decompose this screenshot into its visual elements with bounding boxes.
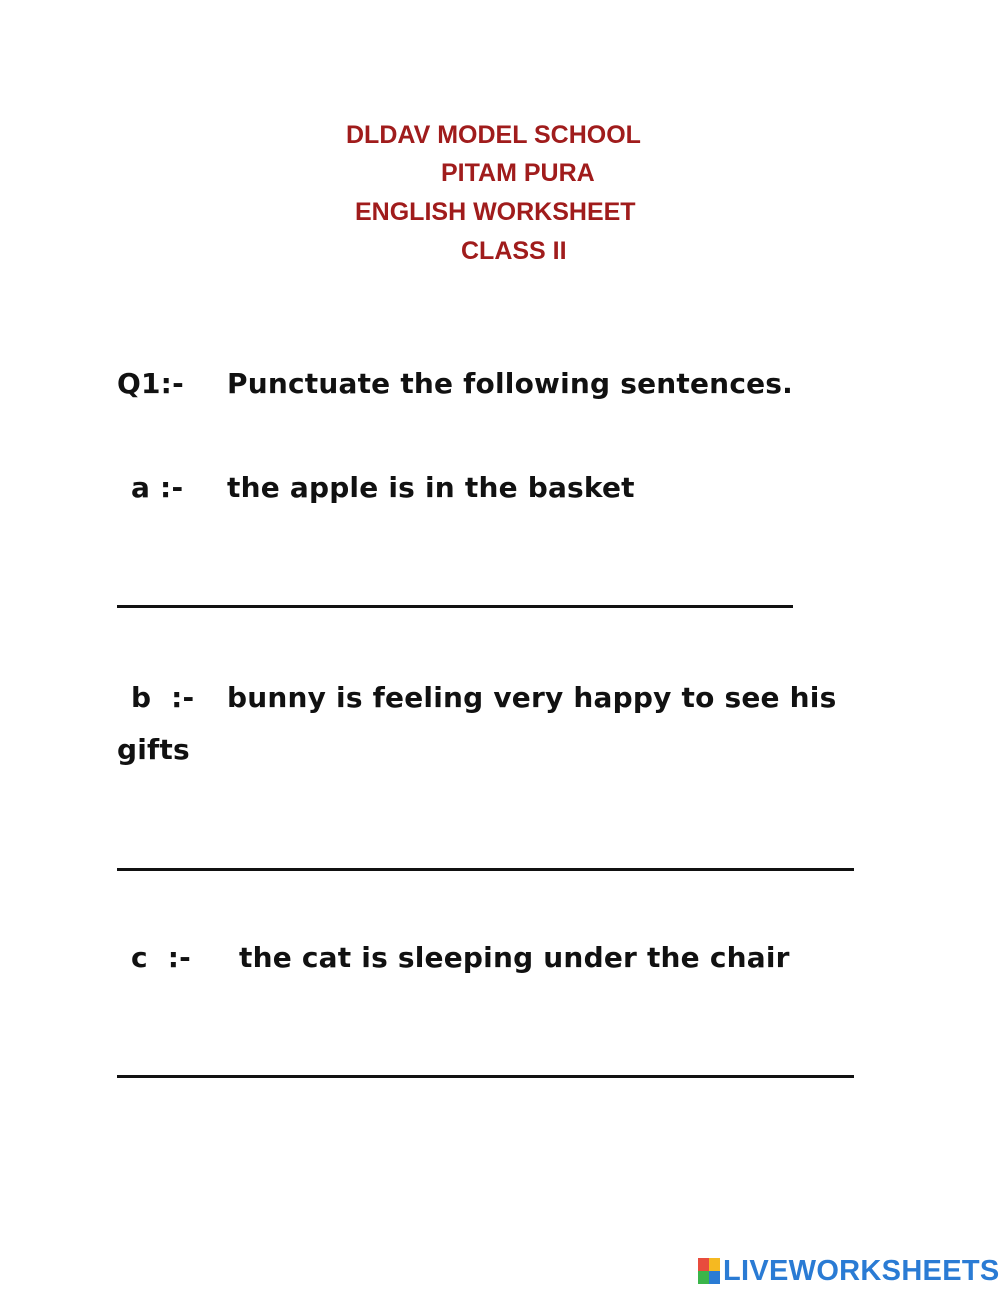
item-b-sentence: bunny is feeling very happy to see his: [227, 681, 837, 714]
question-label: Q1:-: [117, 367, 184, 400]
liveworksheets-brand-text: LIVEWORKSHEETS: [723, 1254, 1000, 1287]
question-instruction: Punctuate the following sentences.: [227, 367, 794, 400]
liveworksheets-logo[interactable]: [698, 1255, 1000, 1287]
school-name: DLDAV MODEL SCHOOL: [346, 121, 641, 149]
class-label: CLASS II: [461, 237, 567, 265]
item-a-sentence: the apple is in the basket: [227, 471, 635, 504]
liveworksheets-logo-icon: [698, 1258, 720, 1284]
item-c-label: c :-: [131, 941, 191, 974]
item-b-label: b :-: [131, 681, 195, 714]
school-location: PITAM PURA: [441, 159, 595, 187]
worksheet-title: ENGLISH WORKSHEET: [355, 198, 636, 226]
item-b-sentence-continuation: gifts: [117, 733, 190, 766]
answer-line-b[interactable]: [117, 868, 854, 871]
item-c-sentence: the cat is sleeping under the chair: [239, 941, 790, 974]
item-a-label: a :-: [131, 471, 184, 504]
answer-line-a[interactable]: [117, 605, 793, 608]
answer-line-c[interactable]: [117, 1075, 854, 1078]
